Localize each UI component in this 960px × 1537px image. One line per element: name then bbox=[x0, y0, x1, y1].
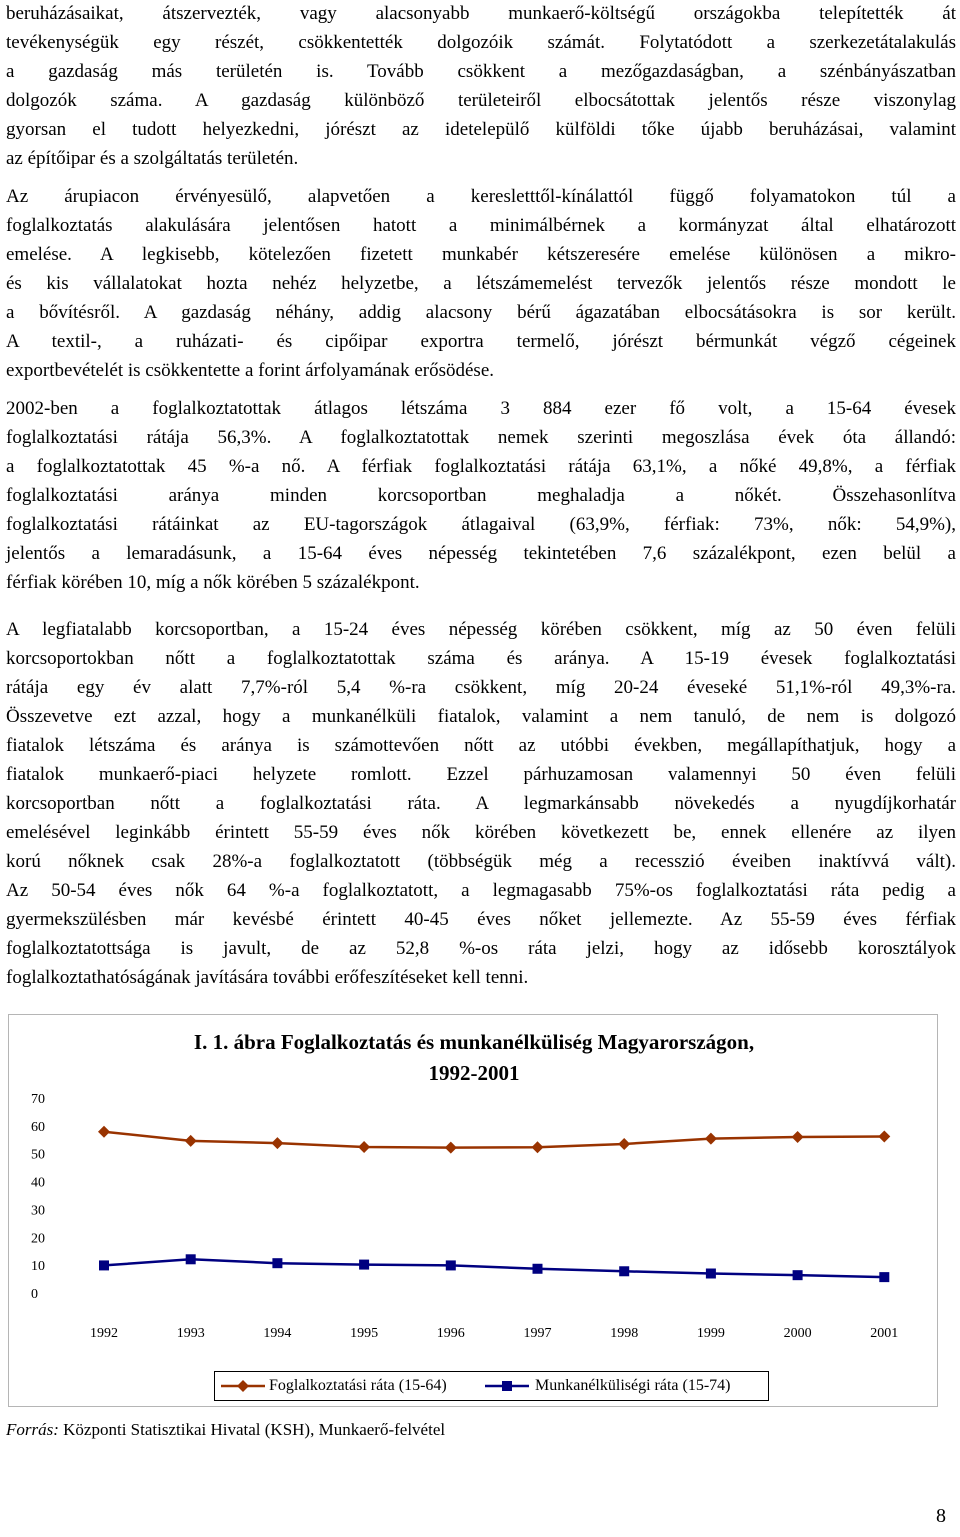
paragraph-line: emelésével leginkább érintett 55-59 éves nők körében következett be, ennek ellenére az ilyen bbox=[6, 822, 956, 843]
chart-title-line-1: I. 1. ábra Foglalkoztatás és munkanélküliség Magyarországon, bbox=[193, 1030, 755, 1054]
x-tick-label: 1995 bbox=[350, 1326, 379, 1341]
data-point bbox=[359, 1260, 369, 1270]
line-chart bbox=[9, 1015, 937, 1365]
data-point bbox=[358, 1141, 370, 1153]
paragraph-2 bbox=[6, 182, 956, 385]
data-point bbox=[706, 1269, 716, 1279]
paragraph-line: gyorsan el tudott helyezkedni, jórészt az idetelepülő külföldi tőke újabb beruházásai, valamint bbox=[6, 119, 956, 140]
data-point bbox=[878, 1130, 890, 1142]
paragraph-line: dolgozók száma. A gazdaság különböző területeiről elbocsátottak jelentős része viszonylag bbox=[6, 90, 956, 111]
legend-label-unemployment: Munkanélküliségi ráta (15-74) bbox=[535, 1377, 731, 1394]
paragraph-line: Az 50-54 éves nők 64 %-a foglalkoztatott, a legmagasabb 75%-os foglalkoztatási ráta pedig a bbox=[6, 880, 956, 901]
data-point bbox=[792, 1131, 804, 1143]
x-tick-label: 2000 bbox=[783, 1326, 812, 1341]
paragraph-line: Összevetve ezt azzal, hogy a munkanélküli fiatalok, valamint a nem tanuló, de nem is dolgozó bbox=[6, 706, 956, 727]
paragraph-4 bbox=[6, 615, 956, 992]
source-text: Központi Statisztikai Hivatal (KSH), Munkaerő-felvétel bbox=[58, 1420, 446, 1439]
paragraph-line: foglalkoztathatóságának javítására további erőfeszítéseket kell tenni. bbox=[6, 967, 529, 988]
data-point bbox=[793, 1270, 803, 1280]
paragraph-line: rátája egy év alatt 7,7%-ról 5,4 %-ra csökkent, míg 20-24 éveseké 51,1%-ról 49,3%-ra. bbox=[6, 677, 956, 698]
paragraph-line: korcsoportokban nőtt a foglalkoztatottak száma és aránya. A 15-19 évesek foglalkoztatási bbox=[6, 648, 956, 669]
paragraph-line: tevékenységük egy részét, csökkentették dolgozóik számát. Folytatódott a szerkezetátalakulás bbox=[6, 32, 956, 53]
paragraph-line: exportbevételét is csökkentette a forint árfolyamának erősödése. bbox=[6, 360, 494, 381]
y-tick-label: 10 bbox=[31, 1259, 45, 1275]
legend-swatch-unemployment bbox=[483, 1372, 531, 1400]
paragraph-line: a foglalkoztatottak 45 %-a nő. A férfiak foglalkoztatási rátája 63,1%, a nőké 49,8%, a férfiak bbox=[6, 456, 956, 477]
paragraph-line: foglalkoztatási aránya minden korcsoportban meghaladja a nőkét. Összehasonlítva bbox=[6, 485, 956, 506]
paragraph-3 bbox=[6, 394, 956, 597]
paragraph-line: a bővítésről. A gazdaság néhány, addig alacsony bérű ágazatában elbocsátásokra is sor került. bbox=[6, 302, 956, 323]
y-tick-label: 20 bbox=[31, 1231, 45, 1247]
paragraph-line: fiatalok létszáma és aránya is számottevően nőtt az utóbbi években, megállapíthatjuk, hogy a bbox=[6, 735, 956, 756]
data-point bbox=[705, 1133, 717, 1145]
chart-legend bbox=[214, 1371, 769, 1401]
paragraph-line: A legfiatalabb korcsoportban, a 15-24 éves népesség körében csökkent, míg az 50 éven felüli bbox=[6, 619, 956, 640]
x-tick-label: 1997 bbox=[523, 1326, 552, 1341]
y-tick-label: 70 bbox=[31, 1092, 45, 1107]
x-tick-label: 1999 bbox=[696, 1326, 725, 1341]
source-label: Forrás: bbox=[6, 1420, 59, 1439]
paragraph-line: foglalkoztatás alakulására jelentősen hatott a minimálbérnek a kormányzat által elhatározott bbox=[6, 215, 956, 236]
x-tick-label: 1994 bbox=[263, 1326, 292, 1341]
data-point bbox=[618, 1138, 630, 1150]
figure-source bbox=[6, 1418, 445, 1442]
paragraph-line: gyermekszülésben már kevésbé érintett 40-45 éves nőket jellemezte. Az 55-59 éves férfiak bbox=[6, 909, 956, 930]
paragraph-line: beruházásaikat, átszervezték, vagy alacsonyabb munkaerő-költségű országokba telepítették át bbox=[6, 3, 956, 24]
y-tick-label: 0 bbox=[31, 1287, 38, 1302]
data-point bbox=[445, 1142, 457, 1154]
chart-title-line-2: 1992-2001 bbox=[428, 1061, 520, 1085]
data-point bbox=[272, 1258, 282, 1268]
paragraph-line: fiatalok munkaerő-piaci helyzete romlott. Ezzel párhuzamosan valamennyi 50 éven felüli bbox=[6, 764, 956, 785]
paragraph-line: foglalkoztatási rátáinkat az EU-tagországok átlagaival (63,9%, férfiak: 73%, nők: 54,9%), bbox=[6, 514, 956, 535]
paragraph-line: A textil-, a ruházati- és cipőipar exportra termelő, jórészt bérmunkát végző cégeinek bbox=[6, 331, 956, 352]
paragraph-line: foglalkoztatási rátája 56,3%. A foglalkoztatottak nemek szerinti megoszlása évek óta állandó: bbox=[6, 427, 956, 448]
series-line-2 bbox=[104, 1259, 884, 1277]
data-point bbox=[271, 1137, 283, 1149]
x-tick-label: 2001 bbox=[870, 1326, 899, 1341]
data-point bbox=[533, 1264, 543, 1274]
y-tick-label: 40 bbox=[31, 1175, 45, 1191]
paragraph-line: korcsoportban nőtt a foglalkoztatási ráta. A legmarkánsabb növekedés a nyugdíjkorhatár bbox=[6, 793, 956, 814]
paragraph-line: a gazdaság más területén is. Tovább csökkent a mezőgazdaságban, a szénbányászatban bbox=[6, 61, 956, 82]
x-tick-label: 1993 bbox=[176, 1326, 205, 1341]
paragraph-line: foglalkoztatottsága is javult, de az 52,8 %-os ráta jelzi, hogy az idősebb korosztályok bbox=[6, 938, 956, 959]
x-tick-label: 1992 bbox=[90, 1326, 118, 1341]
data-point bbox=[446, 1260, 456, 1270]
paragraph-line: 2002-ben a foglalkoztatottak átlagos létszáma 3 884 ezer fő volt, a 15-64 évesek bbox=[6, 398, 956, 419]
y-tick-label: 50 bbox=[31, 1147, 45, 1163]
data-point bbox=[185, 1135, 197, 1147]
data-point bbox=[186, 1254, 196, 1264]
paragraph-line: az építőipar és a szolgáltatás területén. bbox=[6, 148, 299, 169]
y-tick-label: 30 bbox=[31, 1203, 45, 1219]
legend-label-employment: Foglalkoztatási ráta (15-64) bbox=[269, 1377, 447, 1394]
y-tick-label: 60 bbox=[31, 1119, 45, 1135]
paragraph-line: férfiak körében 10, míg a nők körében 5 százalékpont. bbox=[6, 572, 420, 593]
legend-swatch-employment bbox=[219, 1372, 267, 1400]
chart-frame bbox=[8, 1014, 938, 1407]
x-tick-label: 1998 bbox=[610, 1326, 639, 1341]
paragraph-line: emelése. A legkisebb, kötelezően fizetett munkabér kétszeresére emelése különösen a mikro- bbox=[6, 244, 956, 265]
x-tick-label: 1996 bbox=[436, 1326, 465, 1341]
data-point bbox=[98, 1126, 110, 1138]
data-point bbox=[532, 1141, 544, 1153]
data-point bbox=[99, 1260, 109, 1270]
data-point bbox=[619, 1266, 629, 1276]
paragraph-line: Az árupiacon érvényesülő, alapvetően a keresletttől-kínálattól függő folyamatokon túl a bbox=[6, 186, 956, 207]
paragraph-line: jelentős a lemaradásunk, a 15-64 éves népesség tekintetében 7,6 százalékpont, ezen belül a bbox=[6, 543, 956, 564]
page-number: 8 bbox=[936, 1505, 946, 1527]
series-line-1 bbox=[104, 1132, 884, 1148]
data-point bbox=[879, 1272, 889, 1282]
paragraph-line: korú nőknek csak 28%-a foglalkoztatott (többségük még a recesszió éveiben inaktívvá vált). bbox=[6, 851, 956, 872]
paragraph-1 bbox=[6, 0, 956, 173]
paragraph-line: és kis vállalatokat hozta nehéz helyzetbe, a létszámemelést tervezők jelentős része mondott le bbox=[6, 273, 956, 294]
